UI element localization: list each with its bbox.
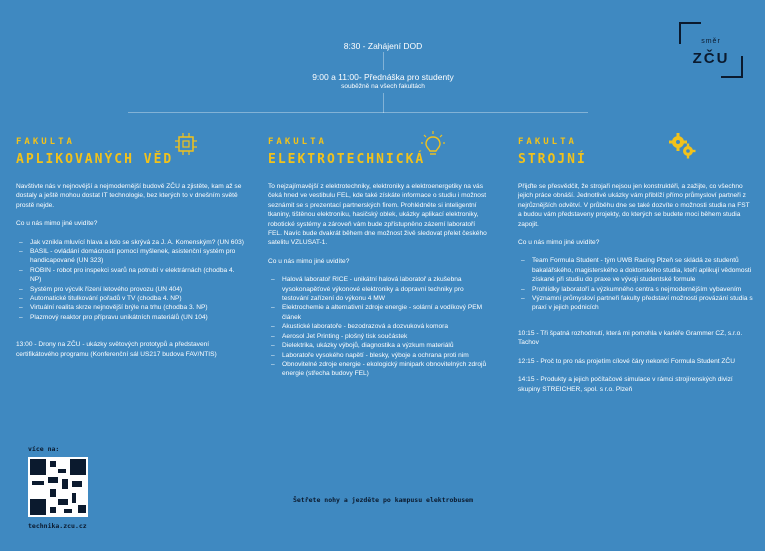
fel-question: Co u nás mimo jiné uvidíte? (268, 257, 350, 265)
list-item: – Plazmový reaktor pro přípravu unikátních materiálů (UN 104) (16, 313, 246, 322)
list-item: – Jak vznikla mluvící hlava a kdo se skrývá za J. A. Komenským? (UN 603) (16, 238, 246, 247)
zcu-logo (679, 22, 743, 78)
qr-code[interactable] (28, 457, 88, 517)
header-connector (383, 52, 384, 70)
list-item: – Systém pro výcvik řízení letového provozu (UN 404) (16, 285, 246, 294)
list-item: – ROBIN - robot pro inspekci svarů na potrubí v elektrárnách (chodba 4. NP) (16, 266, 246, 285)
fav-question: Co u nás mimo jiné uvidíte? (16, 220, 98, 228)
lecture-subtitle: souběžně na všech fakultách (341, 83, 425, 90)
list-item: – Akustické laboratoře - bezodrazová a dozvuková komora (268, 322, 490, 331)
logo-smer-text: směr (701, 38, 721, 45)
fav-label: FAKULTA (16, 137, 75, 147)
list-item: – Automatické titulkování pořadů v TV (chodba 4. NP) (16, 294, 246, 303)
opening-time: 8:30 - Zahájení DOD (343, 41, 423, 51)
gears-icon (669, 132, 695, 158)
header-connector-2 (383, 93, 384, 113)
fav-list (16, 238, 246, 323)
list-item: – Dielektrika, ukázky výbojů, diagnostika a výzkum materiálů (268, 341, 490, 350)
fav-extra: 13:00 - Drony na ZČU - ukázky světových prototypů a představení certifikátového programu (Konferenční sál US217 budova FAV/NTIS) (16, 341, 217, 358)
header-branch-line (128, 112, 588, 113)
fst-body (518, 182, 753, 394)
fel-name: ELEKTROTECHNICKÁ (268, 152, 426, 167)
list-item: – Halová laboratoř RICE - unikátní halová laboratoř a zkušebna vysokonapěťové výkonové elektroniky a dopravní techniky pro testování zařízení do výkonu 4 MW (268, 275, 490, 303)
logo-zcu-text: ZČU (692, 50, 730, 67)
lecture-time: 9:00 a 11:00- Přednáška pro studenty (312, 72, 454, 82)
list-item: – Významní průmysloví partneři fakulty představí možnosti provázání studia s praxí v jejich podnicích (518, 294, 753, 313)
fst-talk: 14:15 - Produkty a jejich počítačové simulace v rámci strojírenských divizí skupiny STREICHER, spol. s r.o. Plzeň (518, 376, 733, 393)
fel-intro: To nejzajímavější z elektrotechniky, elektroniky a elektroenergetiky na vás čeká hned ve vestibulu FEL, kde také získáte informace o studiu i možnost seznámit se s prezentací partnerských firem. Prohlédněte si inteligentní tkaniny, tištěnou elektroniku, hasičský oblek, ukázky aplikací elektroniky, robotické systémy a zároveň vám bude zpřístupněno zázemí laboratoří FEL. Navíc bude dvakrát během dne možnost živě sledovat přelet českého satelitu VZLUSAT-1. (268, 183, 487, 247)
list-item: – Obnovitelné zdroje energie - ekologický minipark obnovitelných zdrojů energie (střecha budovy FEL) (268, 360, 490, 379)
chip-icon (175, 133, 197, 155)
list-item: – Virtuální realita skrze nejnovější brýle na trhu (chodba 3. NP) (16, 303, 246, 312)
fst-talk: 12:15 - Proč to pro nás projetím cílové čáry nekončí Formula Student ZČU (518, 357, 735, 365)
lightbulb-icon (421, 131, 445, 157)
fel-label: FAKULTA (268, 137, 327, 147)
bus-slogan: Šetřete nohy a jezděte po kampusu elektrobusem (292, 496, 473, 504)
list-item: – Team Formula Student - tým UWB Racing Plzeň se skládá ze studentů bakalářského, magisterského a doktorského studia, kteří aplikují vědomosti získané při studiu do praxe ve vývoji studentské formule (518, 256, 753, 284)
fst-intro: Přijďte se přesvědčit, že strojaři nejsou jen konstruktéři, a zažijte, co všechno jejich práce obnáší. Jednotlivé ukázky vám přiblíží přímo průmysloví partneři z nejrůznějších odvětví. V průběhu dne se také dozvíte o možnosti studia na FST a budou vám představeny projekty, do kterých se budete moci během studia zapojit. (518, 183, 750, 228)
fst-talk: 10:15 - Tři špatná rozhodnutí, která mi pomohla v kariéře Grammer CZ, s.r.o. Tachov (518, 329, 743, 347)
more-info-label: více na: (28, 445, 60, 453)
list-item: – Elektrochemie a alternativní zdroje energie - solární a vodíkový PEM článek (268, 303, 490, 322)
website-link[interactable]: technika.zcu.cz (28, 522, 87, 530)
fst-question: Co u nás mimo jiné uvidíte? (518, 239, 600, 247)
fav-intro: Navštivte nás v nejnovější a nejmodernější budově ZČU a zjistěte, kam až se dostaly a ještě mohou dostat IT technologie, bez kterých to v dnešním světě prostě nejde. (16, 183, 242, 209)
fav-name: APLIKOVANÝCH VĚD (16, 152, 174, 167)
list-item: – Prohlídky laboratoří a výzkumného centra s nejmodernějším vybavením (518, 285, 753, 294)
fst-label: FAKULTA (518, 137, 577, 147)
list-item: – BASIL - ovládání domácnosti pomocí myšlenek, asistenční systém pro handicapované (UN 323) (16, 247, 246, 266)
fav-body (16, 182, 246, 359)
list-item: – Aerosol Jet Printing - plošný tisk součástek (268, 332, 490, 341)
fst-name: STROJNÍ (518, 152, 587, 167)
list-item: – Laboratoře vysokého napětí - blesky, výboje a ochrana proti nim (268, 351, 490, 360)
fst-list (518, 256, 753, 312)
fel-list (268, 275, 490, 378)
fel-body (268, 182, 490, 379)
